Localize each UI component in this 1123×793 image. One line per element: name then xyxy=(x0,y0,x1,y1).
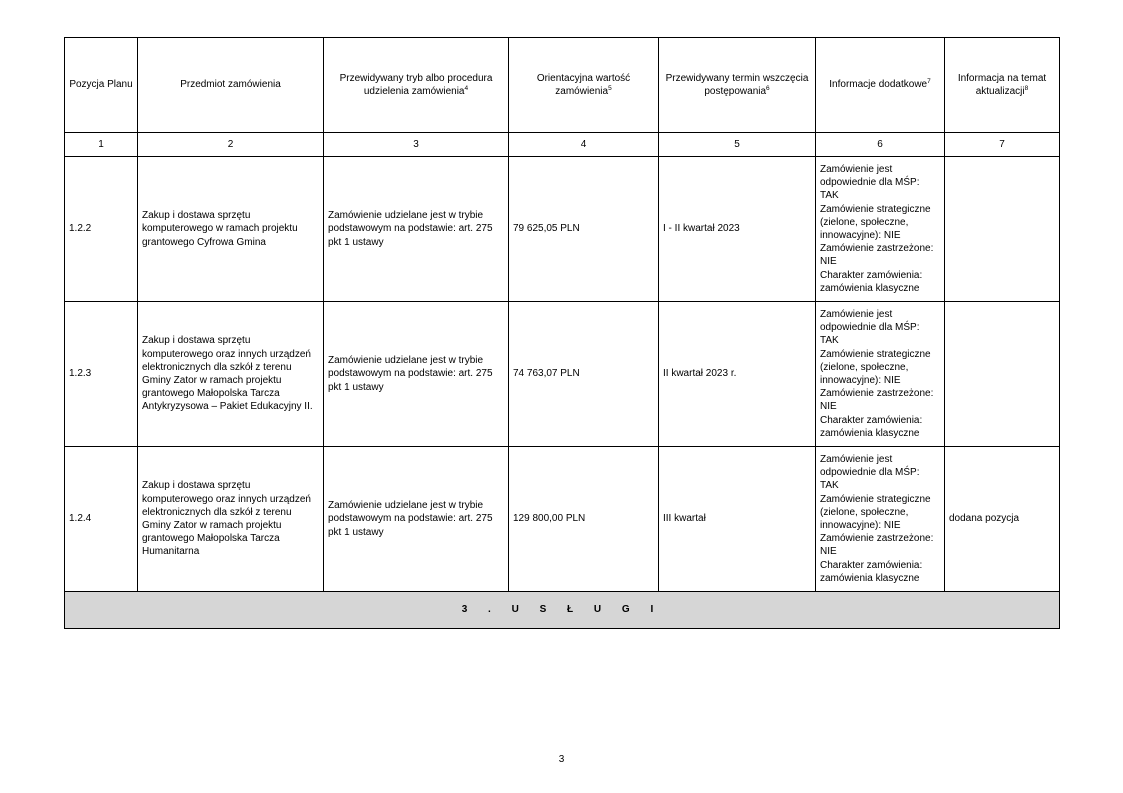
position-cell: 1.2.4 xyxy=(65,447,138,592)
procedure-cell: Zamówienie udzielane jest w trybie podstawowym na podstawie: art. 275 pkt 1 ustawy xyxy=(324,302,509,447)
term-cell: II kwartał 2023 r. xyxy=(659,302,816,447)
footnote-ref: 7 xyxy=(927,78,931,86)
column-number: 6 xyxy=(816,133,945,157)
column-number-row xyxy=(65,133,1060,157)
info-line: Charakter zamówienia: xyxy=(820,414,923,426)
info-line: innowacyjne): NIE xyxy=(820,375,901,386)
procedure-cell: Zamówienie udzielane jest w trybie podstawowym na podstawie: art. 275 pkt 1 ustawy xyxy=(324,447,509,592)
info-line: Zamówienie jest xyxy=(820,163,893,175)
info-line: NIE xyxy=(820,546,837,558)
info-line: TAK xyxy=(820,480,839,492)
info-line: Zamówienie zastrzeżone: xyxy=(820,388,934,400)
info-cell xyxy=(816,302,945,447)
table-row xyxy=(65,302,1060,447)
term-cell: I - II kwartał 2023 xyxy=(659,157,816,302)
footnote-ref: 4 xyxy=(464,85,469,92)
info-line: (zielone, społeczne, xyxy=(820,506,909,518)
info-line: (zielone, społeczne, xyxy=(820,361,909,373)
value-cell: 79 625,05 PLN xyxy=(509,157,659,302)
position-cell: 1.2.3 xyxy=(65,302,138,447)
footnote-ref: 5 xyxy=(608,85,612,92)
info-line: Zamówienie strategiczne xyxy=(820,493,931,505)
procedure-cell: Zamówienie udzielane jest w trybie podstawowym na podstawie: art. 275 pkt 1 ustawy xyxy=(324,157,509,302)
info-line: zamówienia klasyczne xyxy=(820,282,920,294)
info-line: NIE xyxy=(820,256,837,268)
info-line: zamówienia klasyczne xyxy=(820,572,920,584)
info-line: Charakter zamówienia: xyxy=(820,559,923,571)
update-cell xyxy=(945,302,1060,447)
header-value: Orientacyjna wartość zamówienia$^5$ xyxy=(509,38,659,133)
info-cell xyxy=(816,447,945,592)
table-row xyxy=(65,157,1060,302)
info-line: odpowiednie dla MŚP: xyxy=(820,467,920,479)
info-line: Zamówienie jest xyxy=(820,453,893,465)
procurement-plan-table xyxy=(64,37,1060,629)
table-row xyxy=(65,447,1060,592)
header-procedure: Przewidywany tryb albo procedura udzielenia zamówienia$^4$ xyxy=(324,38,509,133)
column-number: 3 xyxy=(324,133,509,157)
info-line: TAK xyxy=(820,190,839,202)
position-cell: 1.2.2 xyxy=(65,157,138,302)
info-line: innowacyjne): NIE xyxy=(820,520,901,531)
column-number: 1 xyxy=(65,133,138,157)
info-line: NIE xyxy=(820,401,837,413)
info-line: odpowiednie dla MŚP: xyxy=(820,322,920,334)
column-number: 5 xyxy=(659,133,816,157)
update-cell xyxy=(945,157,1060,302)
page-number: 3 xyxy=(558,754,565,765)
header-position: Pozycja Planu xyxy=(65,38,138,133)
value-cell: 129 800,00 PLN xyxy=(509,447,659,592)
header-subject: Przedmiot zamówienia xyxy=(138,38,324,133)
column-number: 7 xyxy=(945,133,1060,157)
header-update: Informacja na temat aktualizacji$^8$ xyxy=(945,38,1060,133)
subject-cell: Zakup i dostawa sprzętu komputerowego w ramach projektu grantowego Cyfrowa Gmina xyxy=(138,157,324,302)
header-info: Informacje dodatkowe$^7$ xyxy=(816,38,945,133)
info-line: innowacyjne): NIE xyxy=(820,230,901,241)
info-line: Zamówienie strategiczne xyxy=(820,348,931,360)
info-line: (zielone, społeczne, xyxy=(820,216,909,228)
value-cell: 74 763,07 PLN xyxy=(509,302,659,447)
footnote-ref: 8 xyxy=(1024,85,1029,92)
column-number: 2 xyxy=(138,133,324,157)
update-cell: dodana pozycja xyxy=(945,447,1060,592)
info-line: Charakter zamówienia: xyxy=(820,269,923,281)
info-line: Zamówienie zastrzeżone: xyxy=(820,533,934,545)
section-title: 3 . U S Ł U G I xyxy=(65,592,1060,629)
column-number: 4 xyxy=(509,133,659,157)
subject-cell: Zakup i dostawa sprzętu komputerowego oraz innych urządzeń elektronicznych dla szkół z terenu Gminy Zator w ramach projektu grantowego Małopolska Tarcza Humanitarna xyxy=(138,447,324,592)
info-cell xyxy=(816,157,945,302)
info-line: TAK xyxy=(820,335,839,347)
section-header-row xyxy=(65,592,1060,629)
info-line: odpowiednie dla MŚP: xyxy=(820,177,920,189)
info-line: Zamówienie zastrzeżone: xyxy=(820,243,934,255)
subject-cell: Zakup i dostawa sprzętu komputerowego oraz innych urządzeń elektronicznych dla szkół z terenu Gminy Zator w ramach projektu grantowego Małopolska Tarcza Antykryzysowa – Pakiet Edukacyjny II. xyxy=(138,302,324,447)
term-cell: III kwartał xyxy=(659,447,816,592)
footnote-ref: 6 xyxy=(766,85,770,92)
info-line: zamówienia klasyczne xyxy=(820,427,920,439)
header-row xyxy=(65,38,1060,133)
header-term: Przewidywany termin wszczęcia postępowania$^6$ xyxy=(659,38,816,133)
info-line: Zamówienie strategiczne xyxy=(820,203,931,215)
info-line: Zamówienie jest xyxy=(820,308,893,320)
